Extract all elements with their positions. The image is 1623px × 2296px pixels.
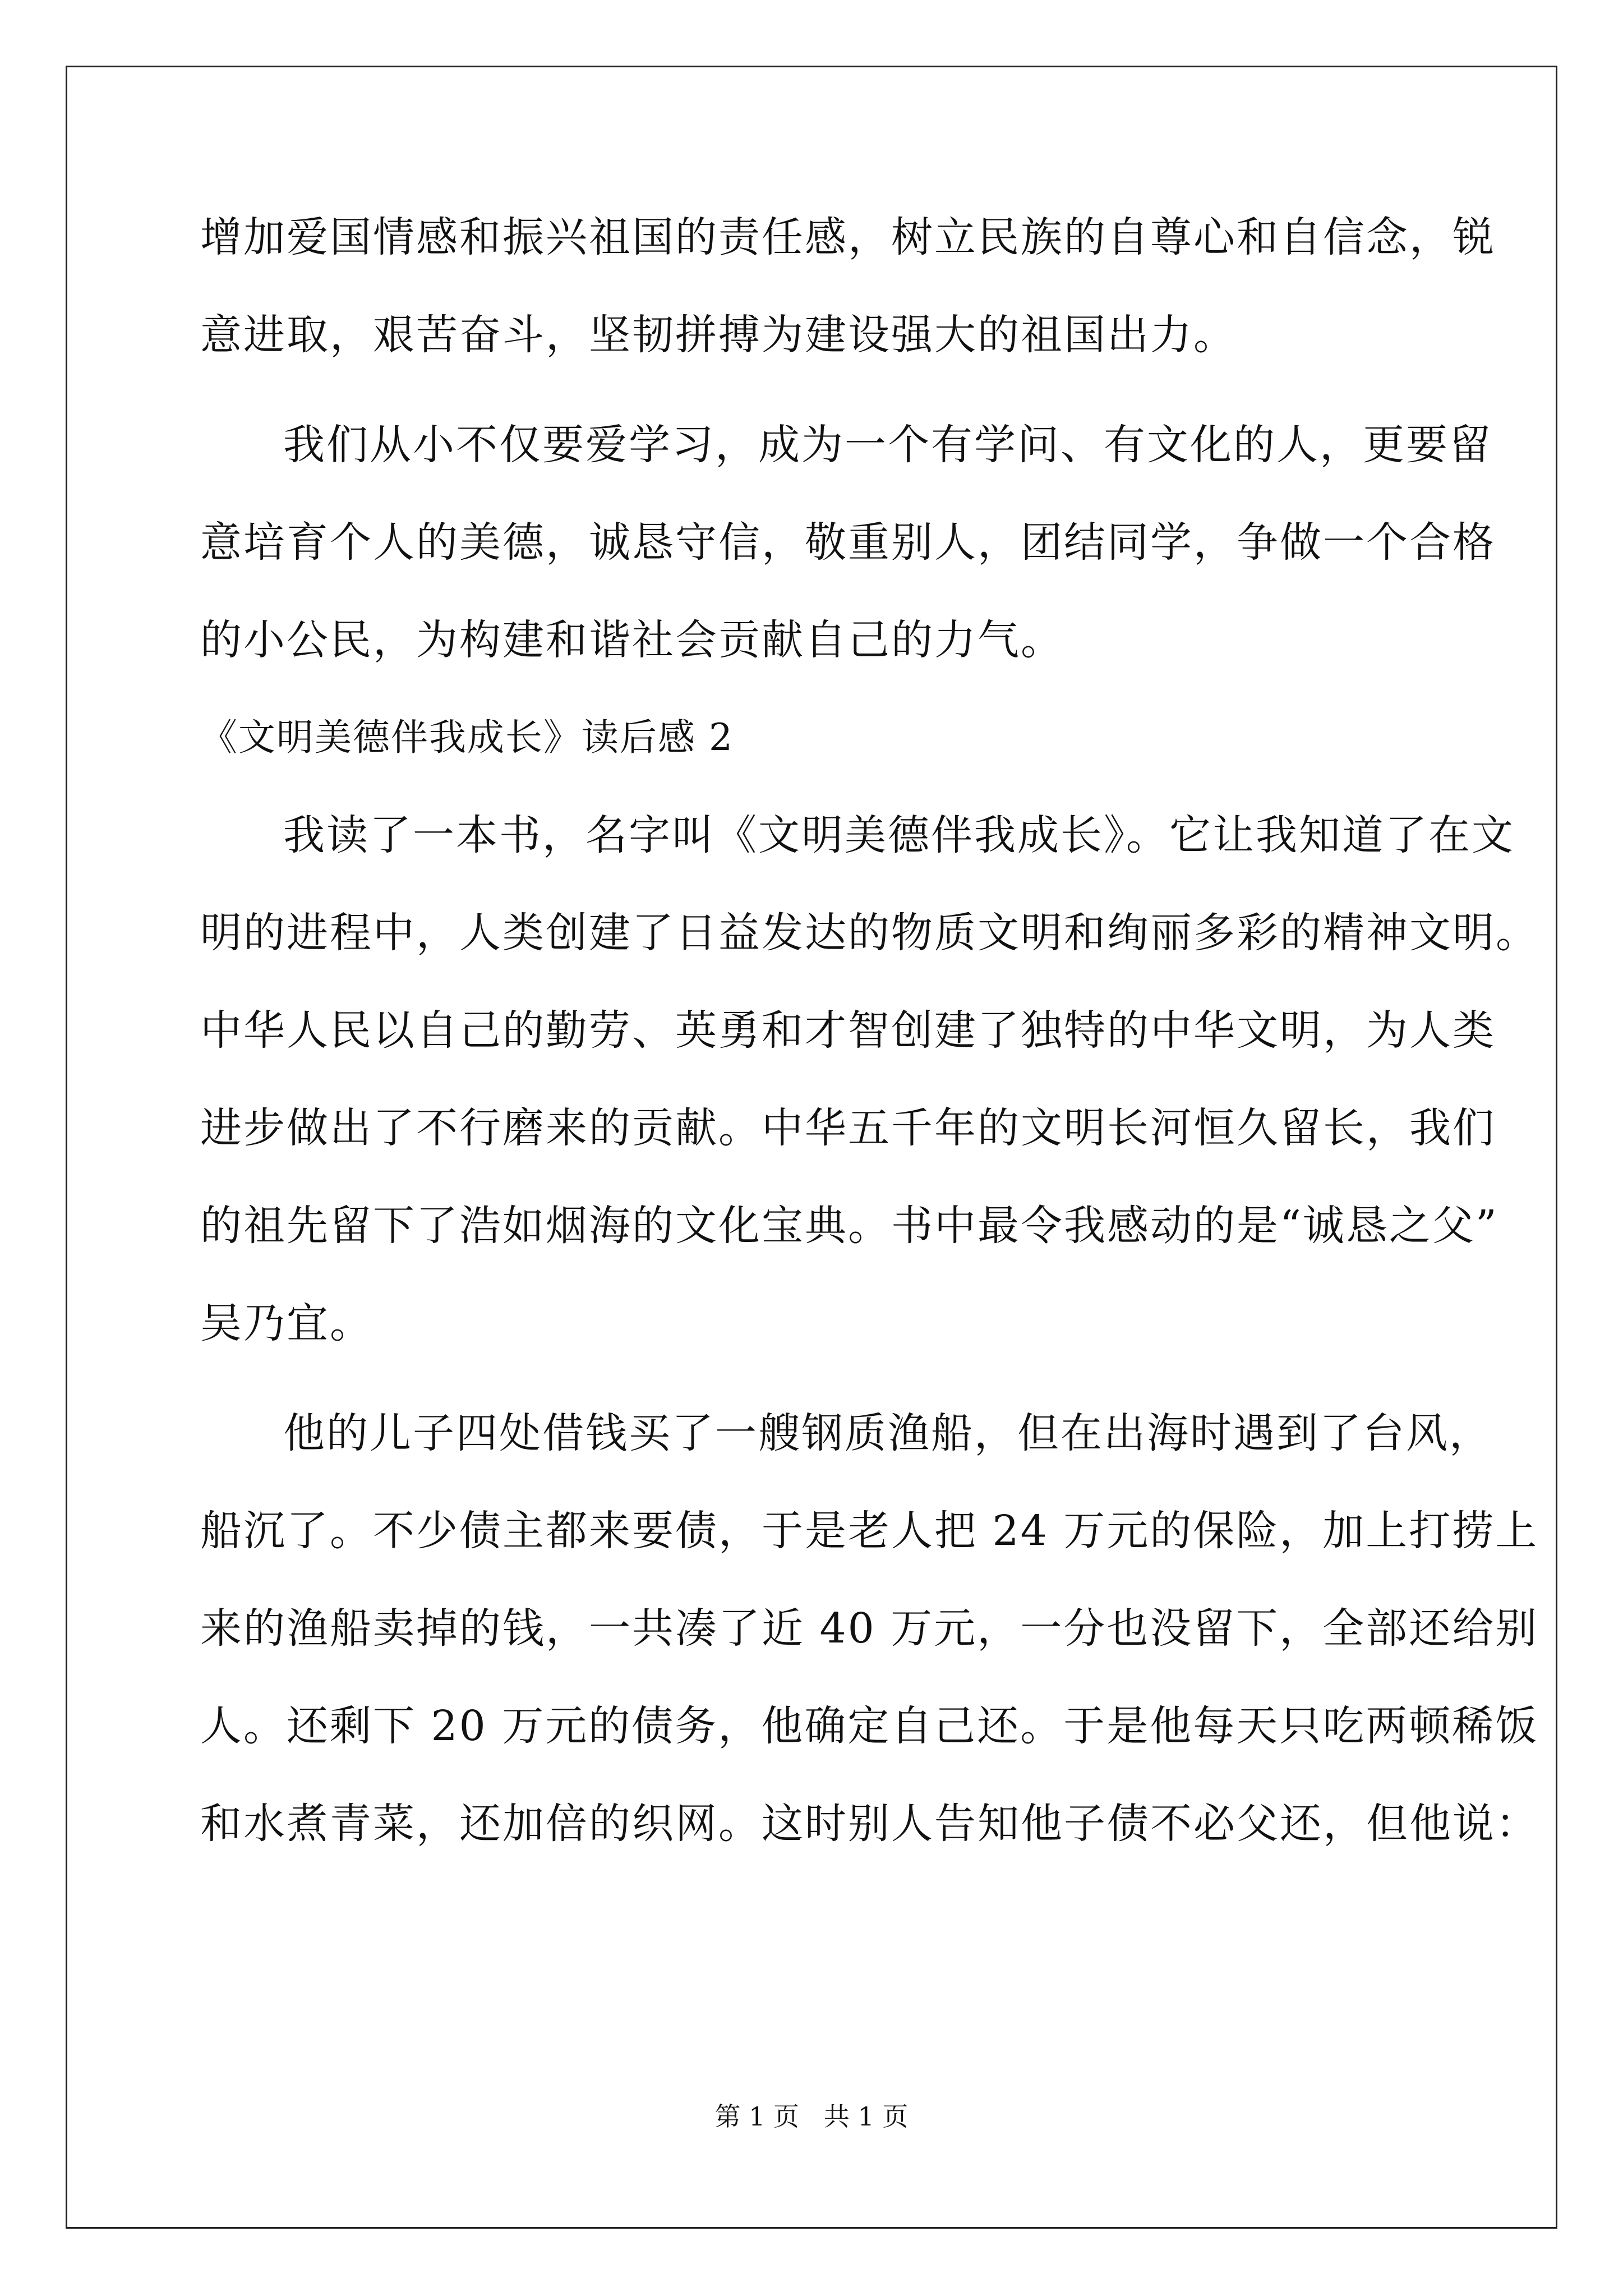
section-heading: 《文明美德伴我成长》读后感 2 [200,716,734,759]
paragraph-line: 船沉了。不少债主都来要债，于是老人把 24 万元的保险，加上打捞上 [200,1507,1539,1555]
paragraph-line: 人。还剩下 20 万元的债务，他确定自己还。于是他每天只吃两顿稀饭 [200,1702,1539,1750]
paragraph-line: 的祖先留下了浩如烟海的文化宝典。书中最令我感动的是“诚恳之父” [200,1202,1498,1250]
paragraph-line: 中华人民以自己的勤劳、英勇和才智创建了独特的中华文明，为人类 [200,1006,1496,1055]
paragraph-line: 进步做出了不行磨来的贡献。中华五千年的文明长河恒久留长，我们 [200,1104,1496,1152]
paragraph-line: 增加爱国情感和振兴祖国的责任感，树立民族的自尊心和自信念，锐 [200,213,1496,261]
paragraph-line: 的小公民，为构建和谐社会贡献自己的力气。 [200,616,1064,664]
paragraph-line: 我读了一本书，名字叫《文明美德伴我成长》。它让我知道了在文 [283,811,1515,859]
paragraph-line: 和水煮青菜，还加倍的织网。这时别人告知他子债不必父还，但他说： [200,1800,1539,1848]
paragraph-line: 明的进程中，人类创建了日益发达的物质文明和绚丽多彩的精神文明。 [200,909,1539,957]
paragraph-line: 意培育个人的美德，诚恳守信，敬重别人，团结同学，争做一个合格 [200,518,1496,567]
paragraph-line: 他的儿子四处借钱买了一艘钢质渔船，但在出海时遇到了台风， [283,1409,1492,1457]
paragraph-line: 吴乃宜。 [200,1299,373,1347]
page-number-footer: 第 1 页 共 1 页 [714,2101,909,2132]
paragraph-line: 我们从小不仅要爱学习，成为一个有学问、有文化的人，更要留 [283,421,1492,469]
document-body [200,212,1539,1849]
paragraph-line: 来的渔船卖掉的钱，一共凑了近 40 万元，一分也没留下，全部还给别 [200,1604,1539,1653]
paragraph-line: 意进取，艰苦奋斗，坚韧拼搏为建设强大的祖国出力。 [200,311,1237,359]
